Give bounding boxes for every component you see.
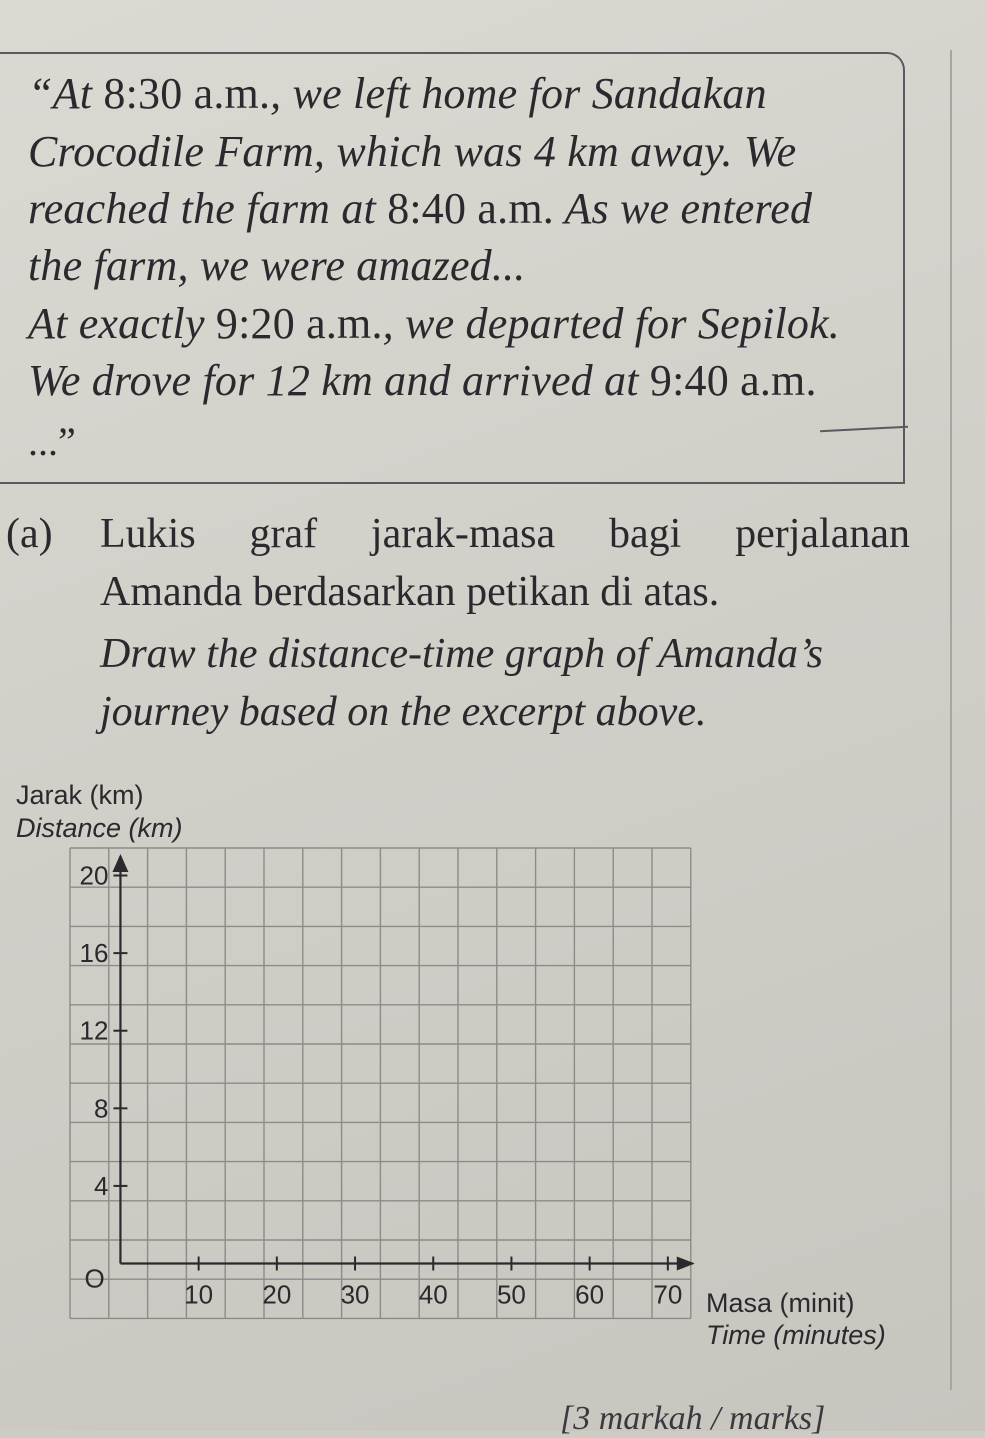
y-tick-label-12: 12 [79,1015,109,1046]
y-axis-arrow [112,854,128,872]
y-tick-label-16: 16 [79,938,109,969]
x-tick-label-60: 60 [575,1279,605,1310]
x-axis-arrow [677,1257,695,1271]
excerpt-line-5: At exactly 9:20 a.m., we departed for Sepilok. [28,299,840,348]
x-tick-label-20: 20 [262,1279,292,1310]
marks-allocation: [3 markah / marks] [560,1400,826,1437]
origin-label: O [84,1263,105,1294]
x-tick-label-10: 10 [184,1279,214,1310]
x-tick-label-30: 30 [340,1279,370,1310]
x-tick-label-40: 40 [418,1279,448,1310]
y-axis-title-malay: Jarak (km) [16,780,144,810]
excerpt-line-1: “At 8:30 a.m., we left home for Sandakan [28,69,767,118]
excerpt-line-2: Crocodile Farm, which was 4 km away. We [28,127,797,176]
x-axis-title-english: Time (minutes) [706,1320,886,1350]
y-axis-title-english: Distance (km) [16,813,183,843]
question-english-line-1: Draw the distance-time graph of Amanda’s [100,631,823,677]
x-tick-label-50: 50 [496,1279,526,1310]
excerpt-ellipsis: ...” [28,419,76,464]
question-malay-line-2: Amanda berdasarkan petikan di atas. [100,569,720,615]
question-malay-line-1: Lukis graf jarak-masa bagi perjalanan [100,511,910,557]
excerpt-line-6: We drove for 12 km and arrived at 9:40 a.m. [28,356,817,405]
question-english-line-2: journey based on the excerpt above. [100,689,707,735]
y-tick-label-4: 4 [93,1170,109,1201]
x-tick-label-70: 70 [653,1279,683,1310]
excerpt-line-3: reached the farm at 8:40 a.m. As we entered [28,184,813,233]
question-part-label: (a) [6,511,53,557]
excerpt-line-4: the farm, we were amazed... [28,241,526,290]
y-tick-label-20: 20 [79,860,109,891]
y-tick-label-8: 8 [93,1093,109,1124]
x-axis-title-malay: Masa (minit) [706,1288,855,1318]
